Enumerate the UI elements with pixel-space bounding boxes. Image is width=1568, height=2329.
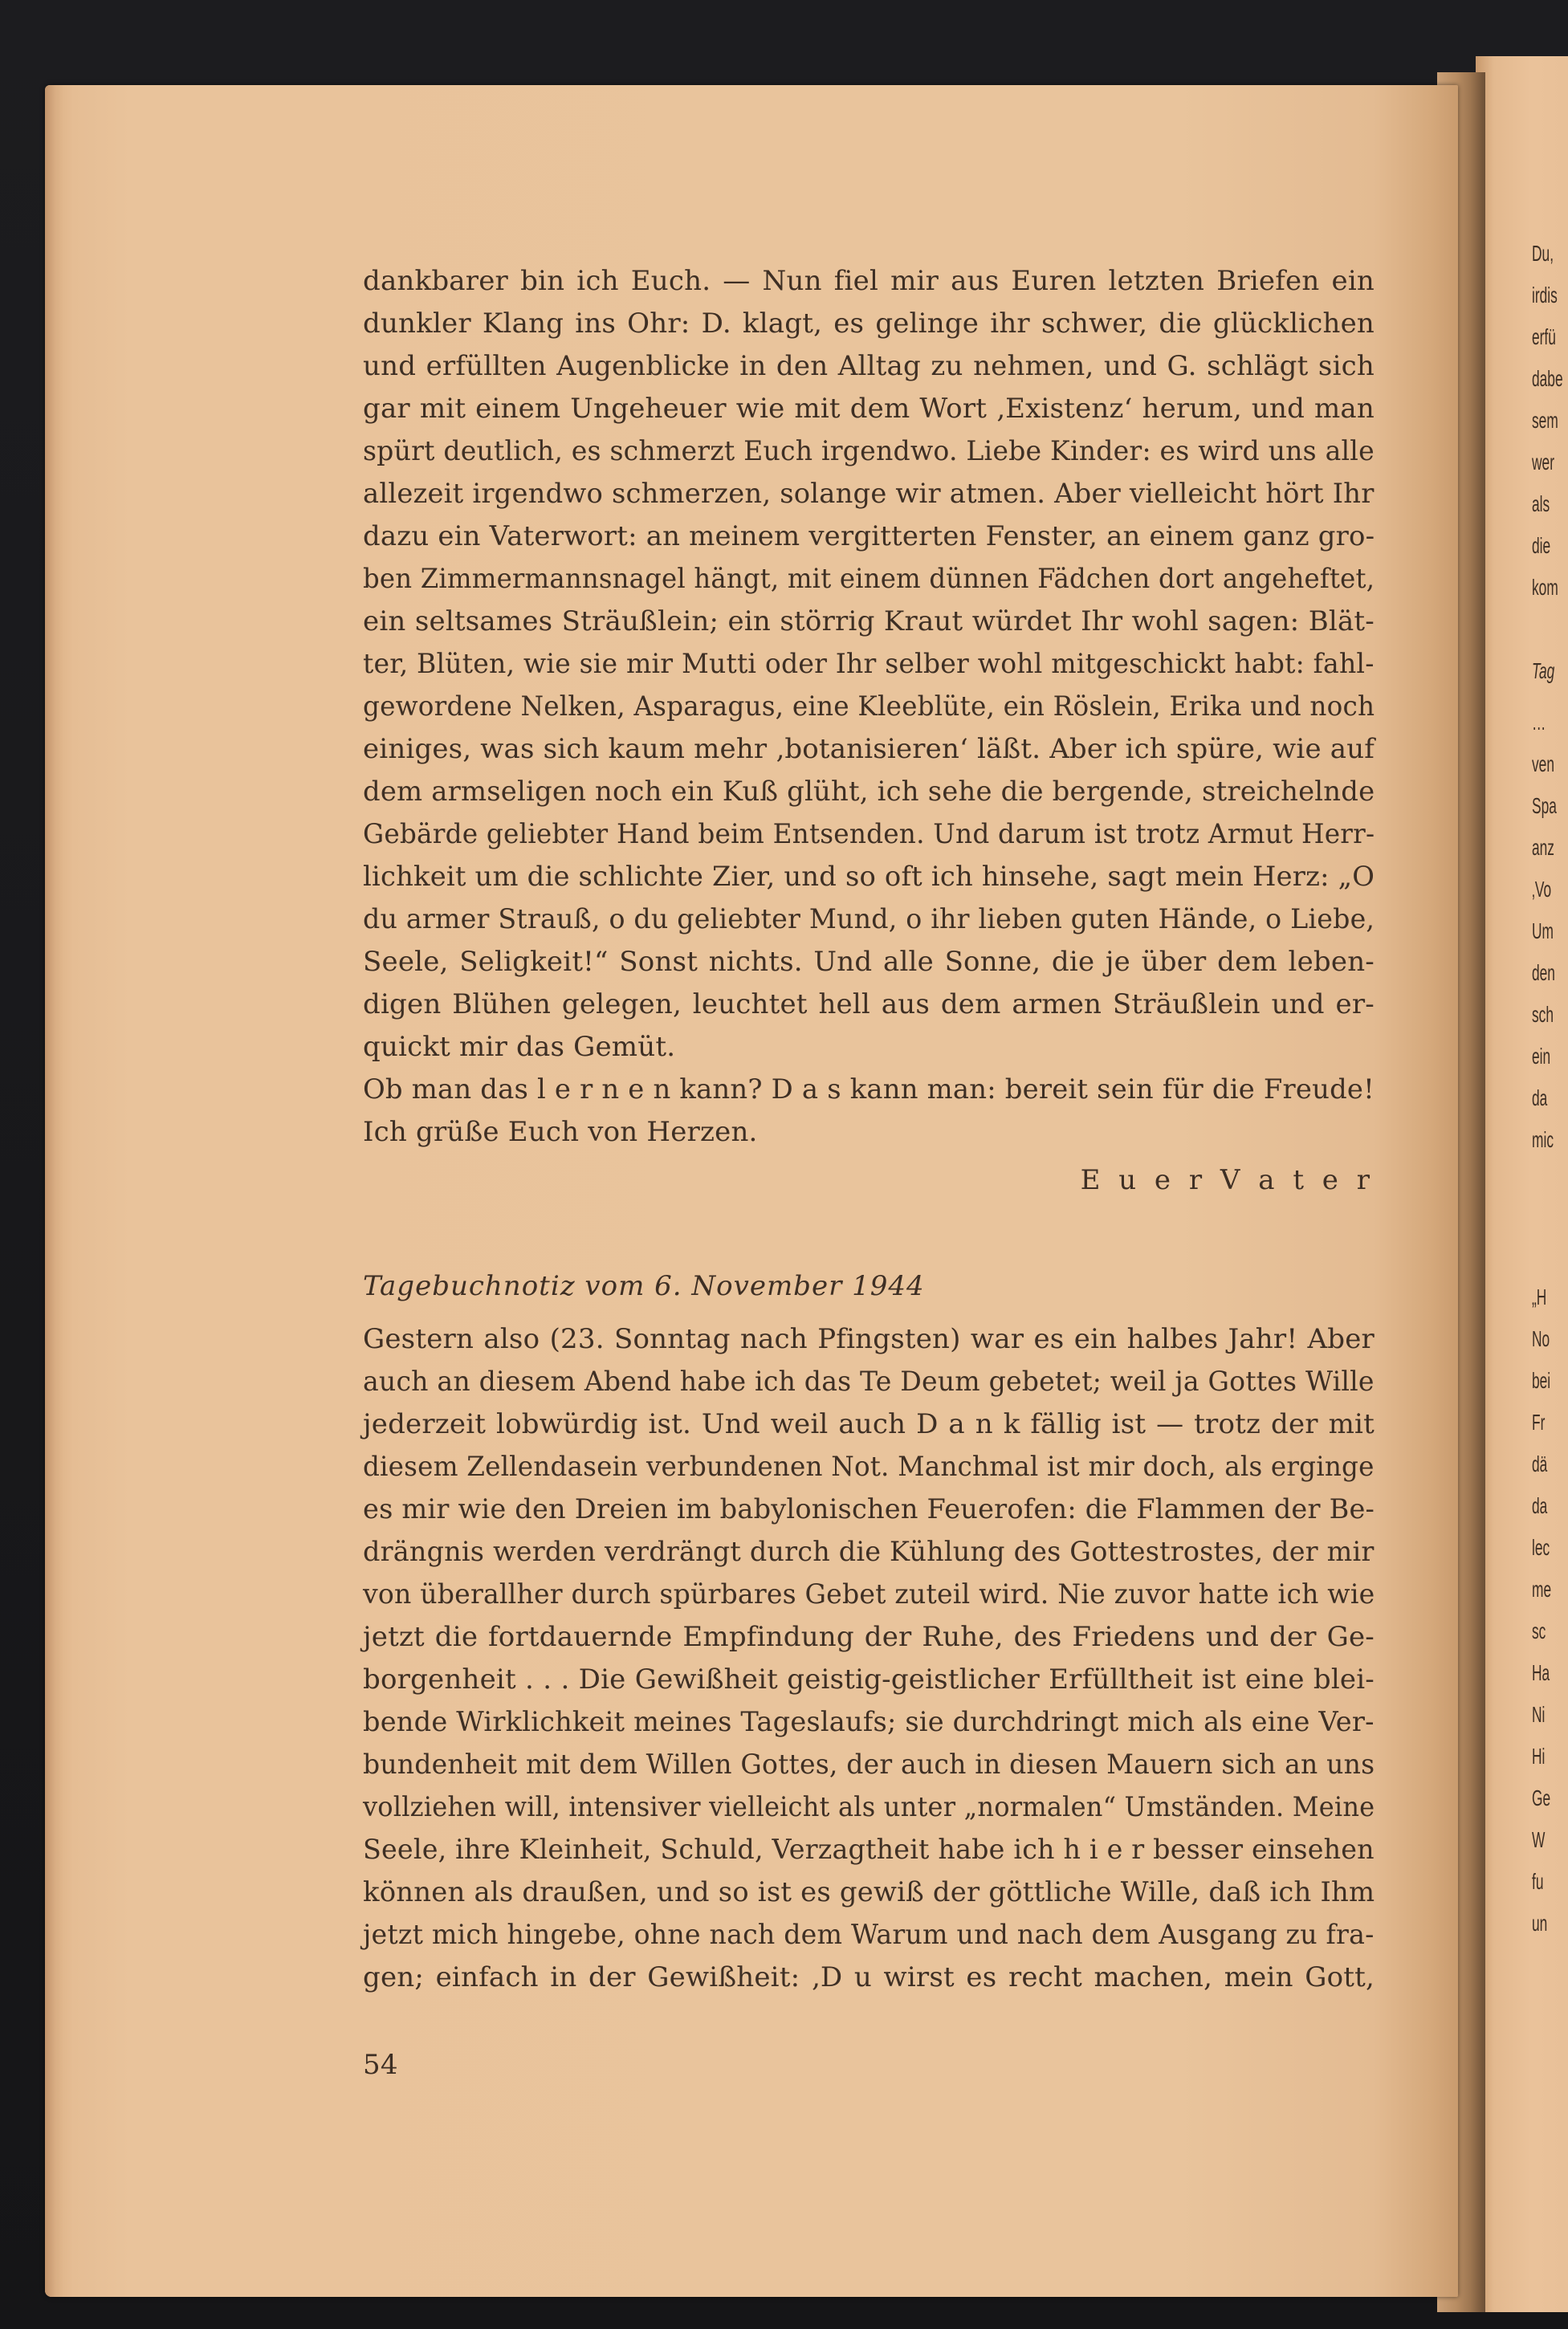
- text-line: gewordene Nelken, Asparagus, eine Kleeblüte, ein Röslein, Erika und noch: [363, 690, 1375, 723]
- right-page: [1476, 56, 1568, 2312]
- fragment: dä: [1532, 1452, 1548, 1476]
- fragment: lec: [1532, 1535, 1550, 1560]
- fragment: ein: [1532, 1044, 1551, 1069]
- text-line: Ob man das l e r n e n kann? D a s kann man: bereit sein für die Freude!: [363, 1073, 1375, 1105]
- fragment: Ha: [1532, 1660, 1550, 1685]
- text-line: gar mit einem Ungeheuer wie mit dem Wort ‚Existenz‘ herum, und man: [363, 393, 1375, 425]
- text-line: spürt deutlich, es schmerzt Euch irgendwo. Liebe Kinder: es wird uns alle: [363, 435, 1375, 467]
- text-line: bundenheit mit dem Willen Gottes, der auch in diesen Mauern sich an uns: [363, 1749, 1375, 1781]
- fragment: den: [1532, 960, 1555, 985]
- fragment: als: [1532, 491, 1550, 516]
- text-line: jederzeit lobwürdig ist. Und weil auch D a n k fällig ist — trotz der mit: [363, 1408, 1375, 1440]
- text-line: Ich grüße Euch von Herzen.: [363, 1116, 758, 1148]
- fragment: Ge: [1532, 1785, 1551, 1810]
- fragment: „H: [1532, 1285, 1547, 1309]
- fragment: Ni: [1532, 1702, 1546, 1727]
- text-line: es mir wie den Dreien im babylonischen Feuerofen: die Flammen der Be-: [363, 1493, 1375, 1525]
- text-line: einiges, was sich kaum mehr ‚botanisieren‘ läßt. Aber ich spüre, wie auf: [363, 733, 1375, 765]
- text-line: ter, Blüten, wie sie mir Mutti oder Ihr selber wohl mitgeschickt habt: fahl-: [363, 648, 1375, 680]
- text-line: digen Blühen gelegen, leuchtet hell aus dem armen Sträußlein und er-: [363, 988, 1375, 1020]
- fragment: Tag: [1532, 658, 1555, 683]
- fragment: ven: [1532, 751, 1554, 776]
- text-line: dankbarer bin ich Euch. — Nun fiel mir aus Euren letzten Briefen ein: [363, 265, 1375, 297]
- fragment: ‚Vo: [1532, 877, 1552, 902]
- fragment: un: [1532, 1911, 1548, 1936]
- text-line: ben Zimmermannsnagel hängt, mit einem dünnen Fädchen dort angeheftet,: [363, 563, 1375, 595]
- text-line: du armer Strauß, o du geliebter Mund, o ihr lieben guten Hände, o Liebe,: [363, 903, 1375, 935]
- text-line: bende Wirklichkeit meines Tageslaufs; sie durchdringt mich als eine Ver-: [363, 1706, 1375, 1738]
- text-line: und erfüllten Augenblicke in den Alltag zu nehmen, und G. schlägt sich: [363, 350, 1375, 382]
- text-line: Seele, ihre Kleinheit, Schuld, Verzagtheit habe ich h i e r besser einsehen: [363, 1834, 1375, 1866]
- fragment: wer: [1532, 450, 1554, 474]
- fragment: erfü: [1532, 324, 1556, 349]
- fragment: sc: [1532, 1618, 1546, 1643]
- fragment: W: [1532, 1827, 1546, 1852]
- fragment: …: [1532, 710, 1546, 735]
- text-line: jetzt mich hingebe, ohne nach dem Warum und nach dem Ausgang zu fra-: [363, 1919, 1375, 1951]
- fragment: irdis: [1532, 283, 1558, 307]
- fragment: da: [1532, 1085, 1548, 1110]
- fragment: Fr: [1532, 1410, 1546, 1435]
- text-line: allezeit irgendwo schmerzen, solange wir atmen. Aber vielleicht hört Ihr: [363, 478, 1375, 510]
- text-line: dunkler Klang ins Ohr: D. klagt, es gelinge ihr schwer, die glücklichen: [363, 307, 1375, 340]
- text-line: gen; einfach in der Gewißheit: ‚D u wirst es recht machen, mein Gott,: [363, 1961, 1375, 1993]
- fragment: fu: [1532, 1869, 1544, 1894]
- fragment: sem: [1532, 408, 1558, 433]
- diary-heading: Tagebuchnotiz vom 6. November 1944: [363, 1270, 925, 1302]
- fragment: bei: [1532, 1368, 1551, 1393]
- text-line: können als draußen, und so ist es gewiß der göttliche Wille, daß ich Ihm: [363, 1876, 1375, 1908]
- fragment: kom: [1532, 575, 1558, 600]
- fragment: Du,: [1532, 241, 1554, 266]
- text-line: auch an diesem Abend habe ich das Te Deum gebetet; weil ja Gottes Wille: [363, 1366, 1375, 1398]
- text-line: drängnis werden verdrängt durch die Kühlung des Gottestrostes, der mir: [363, 1536, 1375, 1568]
- text-line: quickt mir das Gemüt.: [363, 1031, 676, 1063]
- text-line: Seele, Seligkeit!“ Sonst nichts. Und alle Sonne, die je über dem leben-: [363, 946, 1375, 978]
- fragment: Hi: [1532, 1744, 1546, 1769]
- text-line: von überallher durch spürbares Gebet zuteil wird. Nie zuvor hatte ich wie: [363, 1578, 1375, 1610]
- text-line: ein seltsames Sträußlein; ein störrig Kraut würdet Ihr wohl sagen: Blät-: [363, 605, 1375, 637]
- fragment: dabe: [1532, 366, 1563, 391]
- text-line: borgenheit . . . Die Gewißheit geistig-geistlicher Erfülltheit ist eine blei-: [363, 1663, 1375, 1696]
- page-number: 54: [363, 2049, 398, 2081]
- fragment: No: [1532, 1326, 1550, 1351]
- text-line: diesem Zellendasein verbundenen Not. Manchmal ist mir doch, als erginge: [363, 1451, 1375, 1483]
- fragment: me: [1532, 1577, 1552, 1602]
- text-line: dazu ein Vaterwort: an meinem vergitterten Fenster, an einem ganz gro-: [363, 520, 1375, 552]
- fragment: mic: [1532, 1127, 1554, 1152]
- signature: E u e r V a t e r: [1080, 1164, 1375, 1196]
- fragment: anz: [1532, 835, 1554, 860]
- text-line: Gebärde geliebter Hand beim Entsenden. Und darum ist trotz Armut Herr-: [363, 818, 1375, 850]
- text-line: dem armseligen noch ein Kuß glüht, ich sehe die bergende, streichelnde: [363, 776, 1375, 808]
- text-line: jetzt die fortdauernde Empfindung der Ruhe, des Friedens und der Ge-: [363, 1621, 1375, 1653]
- fragment: Um: [1532, 918, 1554, 943]
- fragment: sch: [1532, 1002, 1554, 1027]
- fragment: da: [1532, 1493, 1548, 1518]
- text-line: vollziehen will, intensiver vielleicht als unter „normalen“ Umständen. Meine: [363, 1791, 1375, 1823]
- fragment: die: [1532, 533, 1551, 558]
- text-line: lichkeit um die schlichte Zier, und so oft ich hinsehe, sagt mein Herz: „O: [363, 861, 1375, 893]
- fragment: Spa: [1532, 793, 1557, 818]
- text-line: Gestern also (23. Sonntag nach Pfingsten) war es ein halbes Jahr! Aber: [363, 1323, 1375, 1355]
